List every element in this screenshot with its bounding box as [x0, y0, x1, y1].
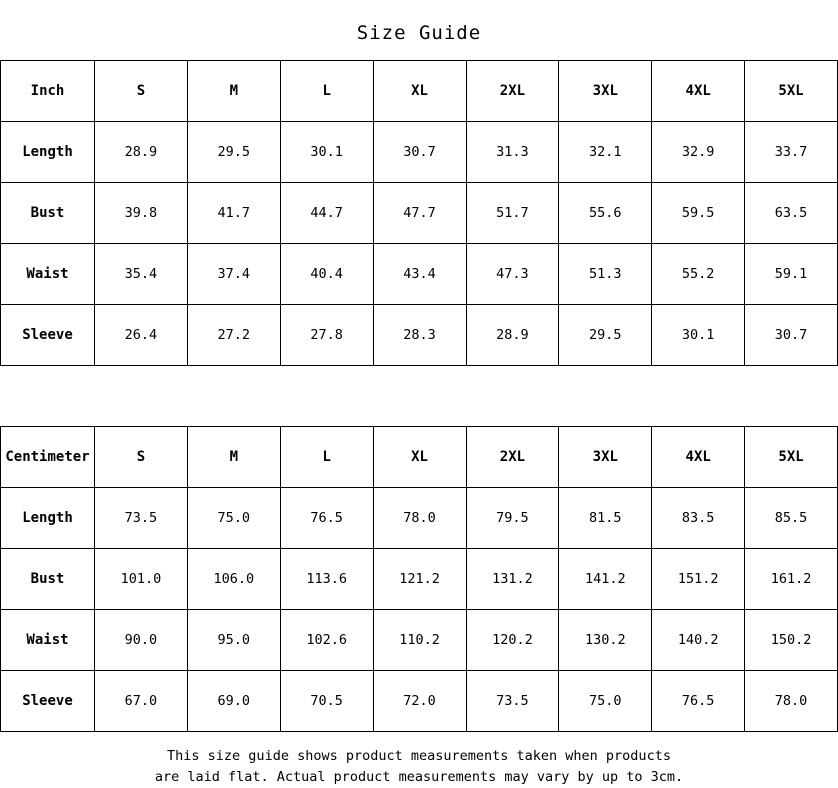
cell: 81.5 — [559, 488, 652, 549]
cell: 27.8 — [280, 305, 373, 366]
cell: 70.5 — [280, 671, 373, 732]
table-row — [1, 610, 838, 671]
cell: 102.6 — [280, 610, 373, 671]
cell: 33.7 — [745, 122, 838, 183]
cell: 73.5 — [95, 488, 188, 549]
cell: 76.5 — [280, 488, 373, 549]
footer-line-2: are laid flat. Actual product measurements may vary by up to 3cm. — [154, 769, 684, 785]
cell: 78.0 — [745, 671, 838, 732]
cell: 75.0 — [559, 671, 652, 732]
row-label-waist: Waist — [1, 610, 95, 671]
cell: 28.9 — [95, 122, 188, 183]
cell: 59.1 — [745, 244, 838, 305]
cell: 63.5 — [745, 183, 838, 244]
cell: 78.0 — [373, 488, 466, 549]
column-header-s: S — [95, 427, 188, 488]
cell: 140.2 — [652, 610, 745, 671]
table-spacer — [0, 366, 838, 426]
table-header-row — [1, 427, 838, 488]
cell: 29.5 — [187, 122, 280, 183]
cell: 30.7 — [373, 122, 466, 183]
table-row — [1, 549, 838, 610]
cell: 121.2 — [373, 549, 466, 610]
column-header-xl: XL — [373, 427, 466, 488]
column-header-2xl: 2XL — [466, 61, 559, 122]
cell: 130.2 — [559, 610, 652, 671]
row-label-length: Length — [1, 488, 95, 549]
cell: 47.3 — [466, 244, 559, 305]
cell: 28.3 — [373, 305, 466, 366]
column-header-5xl: 5XL — [745, 61, 838, 122]
column-header-xl: XL — [373, 61, 466, 122]
column-header-5xl: 5XL — [745, 427, 838, 488]
table-row — [1, 671, 838, 732]
cell: 51.7 — [466, 183, 559, 244]
cell: 32.9 — [652, 122, 745, 183]
column-header-l: L — [280, 61, 373, 122]
cell: 110.2 — [373, 610, 466, 671]
page-title: Size Guide — [356, 22, 482, 44]
cell: 90.0 — [95, 610, 188, 671]
column-header-3xl: 3XL — [559, 61, 652, 122]
column-header-s: S — [95, 61, 188, 122]
table-row — [1, 244, 838, 305]
table-row — [1, 488, 838, 549]
table-row — [1, 122, 838, 183]
column-header-m: M — [187, 61, 280, 122]
column-header-3xl: 3XL — [559, 427, 652, 488]
cell: 69.0 — [187, 671, 280, 732]
cell: 37.4 — [187, 244, 280, 305]
cell: 113.6 — [280, 549, 373, 610]
row-label-length: Length — [1, 122, 95, 183]
cell: 41.7 — [187, 183, 280, 244]
cell: 35.4 — [95, 244, 188, 305]
cell: 26.4 — [95, 305, 188, 366]
cell: 101.0 — [95, 549, 188, 610]
unit-label-centimeter: Centimeter — [1, 427, 95, 488]
cell: 40.4 — [280, 244, 373, 305]
cell: 79.5 — [466, 488, 559, 549]
footer-note — [0, 732, 838, 788]
cell: 55.6 — [559, 183, 652, 244]
cell: 30.7 — [745, 305, 838, 366]
column-header-2xl: 2XL — [466, 427, 559, 488]
unit-label-inch: Inch — [1, 61, 95, 122]
cell: 75.0 — [187, 488, 280, 549]
size-table-inch — [0, 60, 838, 366]
cell: 76.5 — [652, 671, 745, 732]
row-label-sleeve: Sleeve — [1, 305, 95, 366]
column-header-4xl: 4XL — [652, 61, 745, 122]
column-header-l: L — [280, 427, 373, 488]
cell: 28.9 — [466, 305, 559, 366]
column-header-m: M — [187, 427, 280, 488]
cell: 83.5 — [652, 488, 745, 549]
cell: 141.2 — [559, 549, 652, 610]
table-row — [1, 183, 838, 244]
footer-line-1: This size guide shows product measurements taken when products — [167, 748, 671, 764]
cell: 27.2 — [187, 305, 280, 366]
cell: 43.4 — [373, 244, 466, 305]
cell: 39.8 — [95, 183, 188, 244]
cell: 44.7 — [280, 183, 373, 244]
cell: 85.5 — [745, 488, 838, 549]
size-table-centimeter — [0, 426, 838, 732]
cell: 31.3 — [466, 122, 559, 183]
row-label-bust: Bust — [1, 183, 95, 244]
cell: 106.0 — [187, 549, 280, 610]
table-header-row — [1, 61, 838, 122]
row-label-waist: Waist — [1, 244, 95, 305]
cell: 151.2 — [652, 549, 745, 610]
row-label-sleeve: Sleeve — [1, 671, 95, 732]
column-header-4xl: 4XL — [652, 427, 745, 488]
cell: 30.1 — [652, 305, 745, 366]
cell: 150.2 — [745, 610, 838, 671]
cell: 72.0 — [373, 671, 466, 732]
cell: 51.3 — [559, 244, 652, 305]
cell: 32.1 — [559, 122, 652, 183]
cell: 55.2 — [652, 244, 745, 305]
cell: 95.0 — [187, 610, 280, 671]
table-row — [1, 305, 838, 366]
cell: 73.5 — [466, 671, 559, 732]
cell: 30.1 — [280, 122, 373, 183]
cell: 67.0 — [95, 671, 188, 732]
cell: 59.5 — [652, 183, 745, 244]
cell: 47.7 — [373, 183, 466, 244]
row-label-bust: Bust — [1, 549, 95, 610]
cell: 131.2 — [466, 549, 559, 610]
cell: 120.2 — [466, 610, 559, 671]
cell: 29.5 — [559, 305, 652, 366]
cell: 161.2 — [745, 549, 838, 610]
